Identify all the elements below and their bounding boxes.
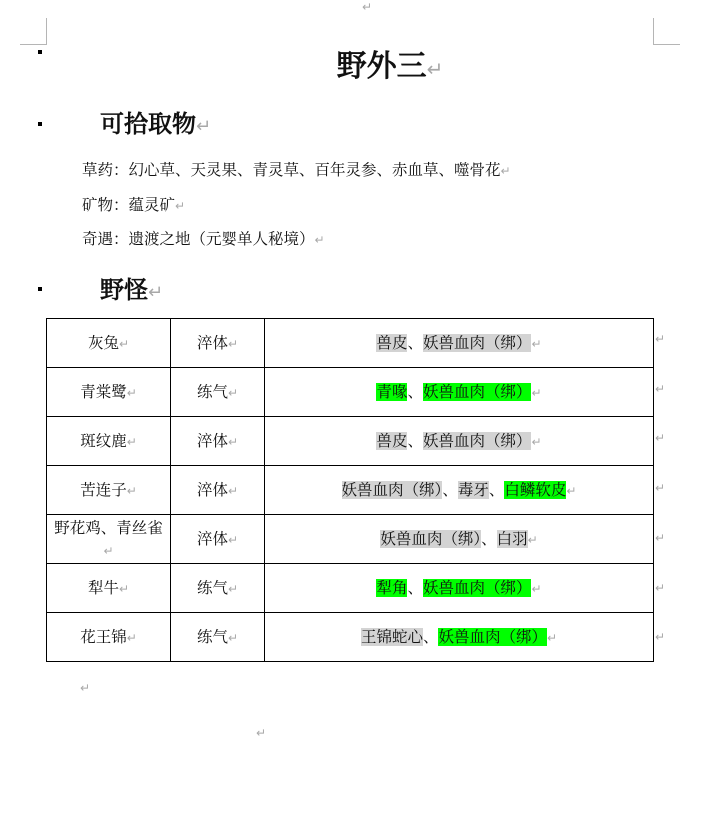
drop-separator: 、	[407, 578, 423, 597]
drop-item: 妖兽血肉（绑）	[438, 627, 547, 646]
drop-separator: 、	[442, 480, 458, 499]
heading-pickups[interactable]	[100, 106, 211, 145]
paragraph-mark: ↵	[531, 434, 542, 449]
paragraph-mark: ↵	[175, 199, 186, 213]
paragraph-mark: ↵	[80, 681, 91, 695]
monster-table	[46, 318, 654, 662]
drop-item: 妖兽血肉（绑）	[422, 333, 532, 352]
pickup-items: 遗渡之地（元婴单人秘境）	[128, 230, 315, 248]
monster-name: 野花鸡、青丝雀	[54, 518, 163, 537]
row-end-mark: ↵	[655, 630, 666, 645]
table-row	[47, 417, 654, 466]
paragraph-mark: ↵	[126, 434, 137, 449]
table-row	[47, 564, 654, 613]
paragraph-mark: ↵	[126, 630, 137, 645]
paragraph-mark: ↵	[227, 434, 239, 449]
drop-item: 妖兽血肉（绑）	[422, 382, 532, 401]
pickup-line[interactable]	[82, 227, 325, 252]
drop-separator: 、	[422, 627, 439, 646]
paragraph-mark: ↵	[126, 385, 137, 400]
page-title-text: 野外三	[336, 49, 427, 84]
monster-realm: 练气	[196, 627, 228, 646]
table-row	[47, 368, 654, 417]
monster-name: 花王锦	[80, 627, 127, 646]
header-paragraph-mark: ↵	[362, 0, 373, 14]
paragraph-mark: ↵	[531, 336, 542, 351]
monster-name: 灰兔	[87, 333, 119, 352]
paragraph-mark: ↵	[118, 581, 130, 596]
monster-realm: 淬体	[196, 529, 228, 548]
row-end-mark: ↵	[655, 431, 666, 446]
drop-item: 毒牙	[457, 480, 489, 499]
drop-separator: 、	[407, 333, 423, 352]
heading-pickups-text: 可拾取物	[100, 110, 196, 138]
drop-separator: 、	[407, 431, 423, 450]
monster-realm-cell[interactable]	[171, 515, 265, 564]
pickup-items: 幻心草、天灵果、青灵草、百年灵参、赤血草、噬骨花	[128, 161, 501, 179]
margin-corner-top-right	[653, 18, 680, 45]
table-row	[47, 319, 654, 368]
monster-realm-cell[interactable]	[171, 417, 265, 466]
paragraph-mark: ↵	[566, 483, 577, 498]
drop-item: 妖兽血肉（绑）	[341, 480, 443, 499]
heading-monsters-text: 野怪	[100, 276, 148, 304]
pickup-line[interactable]	[82, 158, 511, 183]
monster-realm: 淬体	[196, 333, 228, 352]
drop-item: 妖兽血肉（绑）	[380, 529, 482, 548]
paragraph-mark: ↵	[126, 483, 137, 498]
drop-item: 白羽	[496, 529, 528, 548]
monster-drops-cell[interactable]	[265, 515, 654, 564]
monster-realm-cell[interactable]	[171, 466, 265, 515]
pickup-label: 矿物：	[82, 196, 129, 214]
paragraph-mark: ↵	[118, 336, 130, 351]
paragraph-mark: ↵	[527, 532, 538, 547]
heading-bullet	[38, 122, 42, 126]
monster-name: 苦连子	[80, 480, 127, 499]
pickup-label: 草药：	[82, 161, 129, 179]
paragraph-mark: ↵	[531, 581, 542, 596]
paragraph-mark: ↵	[531, 385, 542, 400]
heading-bullet	[38, 287, 42, 291]
drop-separator: 、	[488, 480, 505, 499]
paragraph-mark: ↵	[227, 630, 239, 645]
paragraph-mark: ↵	[103, 543, 114, 558]
monster-name-cell[interactable]	[47, 613, 171, 662]
monster-name: 犁牛	[87, 578, 119, 597]
page-title[interactable]	[0, 44, 720, 92]
monster-drops-cell[interactable]	[265, 613, 654, 662]
monster-drops-cell[interactable]	[265, 368, 654, 417]
monster-name-cell[interactable]	[47, 564, 171, 613]
row-end-mark: ↵	[655, 580, 666, 595]
paragraph-mark: ↵	[500, 164, 511, 178]
monster-name-cell[interactable]	[47, 515, 171, 564]
paragraph-mark: ↵	[227, 336, 239, 351]
row-end-mark: ↵	[655, 381, 666, 396]
monster-realm-cell[interactable]	[171, 613, 265, 662]
row-end-mark: ↵	[655, 332, 666, 346]
row-end-mark: ↵	[655, 530, 666, 545]
paragraph-mark: ↵	[256, 726, 267, 740]
drop-item: 白鳞软皮	[504, 480, 567, 499]
drop-item: 兽皮	[376, 333, 408, 352]
monster-realm-cell[interactable]	[171, 319, 265, 368]
row-end-mark: ↵	[655, 481, 666, 496]
monster-realm: 淬体	[196, 431, 228, 450]
margin-corner-top-left	[20, 18, 47, 45]
paragraph-mark: ↵	[227, 385, 239, 400]
table-row	[47, 613, 654, 662]
monster-name: 斑纹鹿	[80, 431, 127, 450]
drop-item: 青喙	[376, 382, 408, 401]
paragraph-mark: ↵	[314, 233, 325, 247]
monster-drops-cell[interactable]	[265, 319, 654, 368]
drop-separator: 、	[407, 382, 423, 401]
drop-item: 王锦蛇心	[360, 627, 423, 646]
monster-drops-cell[interactable]	[265, 564, 654, 613]
table-row	[47, 515, 654, 564]
paragraph-mark: ↵	[196, 116, 212, 137]
drop-item: 妖兽血肉（绑）	[422, 578, 532, 597]
paragraph-mark: ↵	[426, 57, 444, 81]
table-row	[47, 466, 654, 515]
monster-realm: 淬体	[196, 480, 228, 499]
drop-item: 犁角	[376, 578, 408, 597]
monster-name-cell[interactable]	[47, 466, 171, 515]
monster-name-cell[interactable]	[47, 417, 171, 466]
paragraph-mark: ↵	[227, 532, 239, 547]
monster-drops-cell[interactable]	[265, 417, 654, 466]
monster-realm: 练气	[196, 382, 228, 401]
pickup-items: 蕴灵矿	[128, 196, 176, 214]
monster-realm-cell[interactable]	[171, 564, 265, 613]
paragraph-mark: ↵	[227, 581, 239, 596]
heading-monsters[interactable]	[100, 272, 163, 311]
drop-item: 妖兽血肉（绑）	[422, 431, 532, 450]
monster-name-cell[interactable]	[47, 319, 171, 368]
monster-realm: 练气	[196, 578, 228, 597]
drop-item: 兽皮	[376, 431, 408, 450]
paragraph-mark: ↵	[546, 630, 558, 645]
monster-name: 青棠鹭	[80, 382, 127, 401]
paragraph-mark: ↵	[148, 282, 164, 303]
paragraph-mark: ↵	[227, 483, 239, 498]
drop-separator: 、	[481, 529, 497, 548]
pickup-label: 奇遇：	[82, 230, 129, 248]
pickup-line[interactable]	[82, 193, 185, 218]
monster-drops-cell[interactable]	[265, 466, 654, 515]
monster-realm-cell[interactable]	[171, 368, 265, 417]
monster-name-cell[interactable]	[47, 368, 171, 417]
